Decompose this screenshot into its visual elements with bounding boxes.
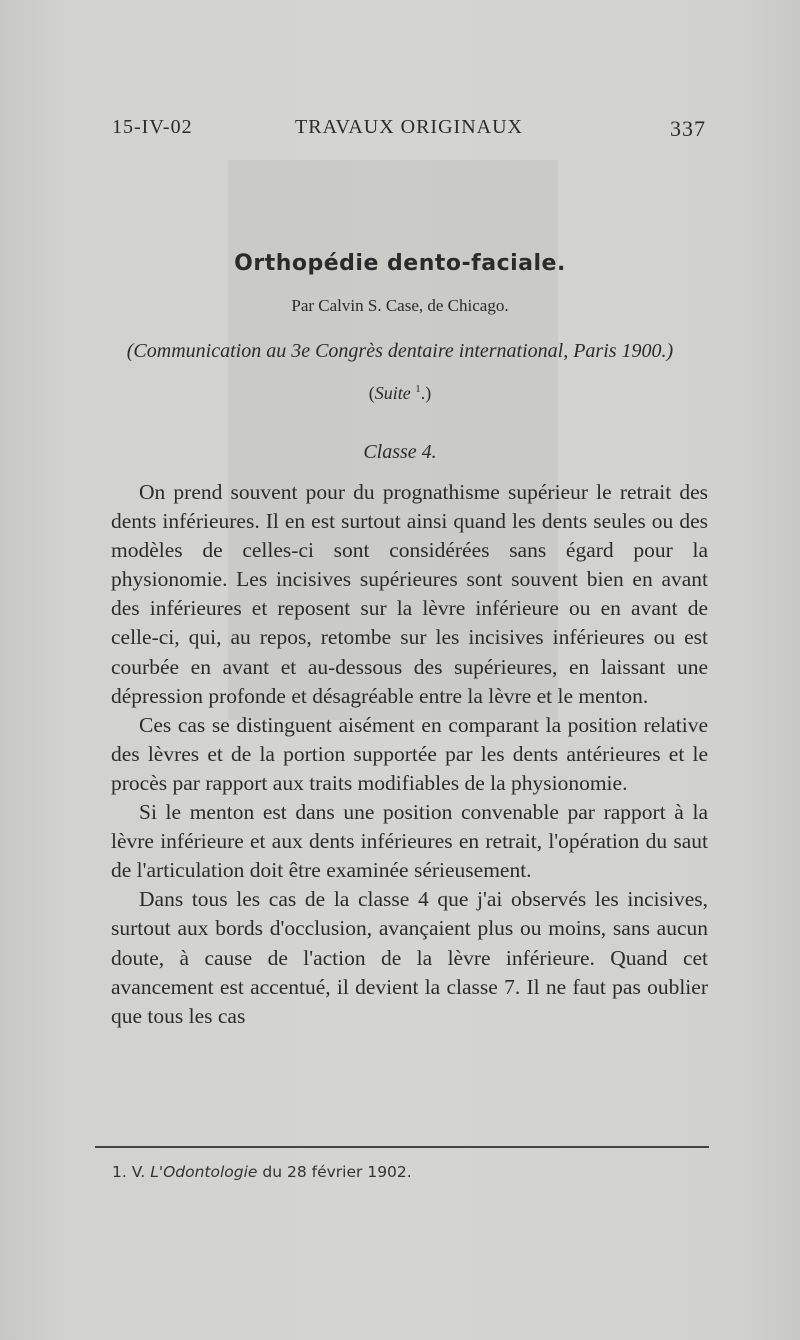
footnote-journal: L'Odontologie [150, 1163, 258, 1181]
paragraph: On prend souvent pour du prognathisme supérieur le retrait des dents inférieures. Il en est surtout ainsi quand les dents seules ou des modèles de celles-ci sont considérées sans égard pour la physionomie. Les incisives supérieures sont souvent bien en avant des inférieures et reposent sur la lèvre inférieure ou en avant de celle-ci, qui, au repos, retombe sur les incisives inférieures ou est courbée en avant et au-dessous des supérieures, en laissant une dépression profonde et désagréable entre la lèvre et le menton. [111, 480, 708, 708]
page-number: 337 [670, 116, 706, 141]
section-heading: Classe 4. [363, 441, 437, 463]
header-date: 15-IV-02 [112, 116, 193, 138]
footnote-text: du 28 février 1902. [262, 1163, 412, 1181]
body-text [111, 478, 708, 1031]
running-head [112, 116, 706, 146]
footnote-number: 1. V. [112, 1163, 146, 1181]
paragraph: Ces cas se distinguent aisément en comparant la position relative des lèvres et de la portion supportée par les dents antérieures et le procès par rapport aux traits modifiables de la physionomie. [111, 712, 708, 795]
suite-note: (Suite $^1$.) [368, 383, 432, 403]
suite-label: Suite [374, 383, 411, 403]
footnote-mark: 1 [415, 383, 421, 395]
paragraph: Si le menton est dans une position convenable par rapport à la lèvre inférieure et aux dents inférieures en retrait, l'opération du saut de l'articulation doit être examinée sérieusement. [111, 800, 708, 883]
communication-note: (Communication au 3e Congrès dentaire international, Paris 1900.) [126, 340, 674, 362]
article-title: Orthopédie dento-faciale. [234, 251, 566, 276]
footnote [112, 1163, 412, 1181]
header-section: TRAVAUX ORIGINAUX [295, 116, 523, 138]
footnote-divider [95, 1146, 709, 1148]
article-byline: Par Calvin S. Case, de Chicago. [291, 296, 509, 315]
paragraph: Dans tous les cas de la classe 4 que j'ai observés les incisives, surtout aux bords d'occlusion, avançaient plus ou moins, sans aucun doute, à cause de l'action de la lèvre inférieure. Quand cet avancement est accentué, il devient la classe 7. Il ne faut pas oublier que tous les cas [111, 887, 708, 1028]
